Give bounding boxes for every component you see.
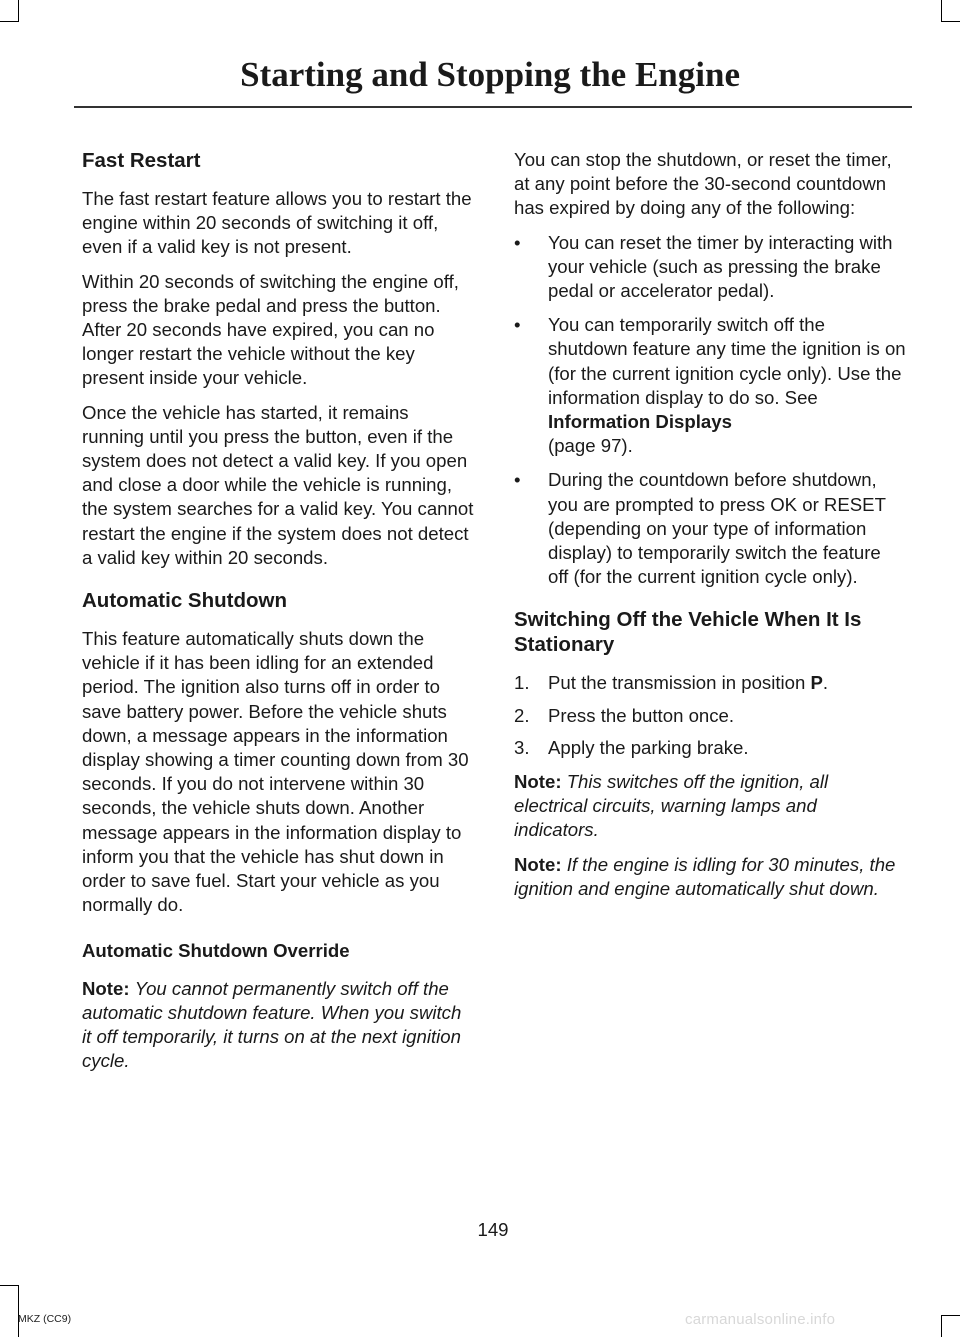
override-heading: Automatic Shutdown Override bbox=[82, 940, 350, 962]
automatic-shutdown-paragraph: This feature automatically shuts down the vehicle if it has been idling for an extended period. The ignition also turns off in order to save battery power. Before the vehicle shuts down, a message appears in the information display showing a timer counting down from 30 seconds. If you do not intervene within 30 seconds, the vehicle shuts down. Another message appears in the information display to inform you that the vehicle has shut down in order to save fuel. Start your vehicle as you normally do. bbox=[82, 628, 469, 916]
header-divider bbox=[74, 106, 912, 108]
step-item bbox=[514, 704, 906, 728]
shutdown-intro-paragraph: You can stop the shutdown, or reset the timer, at any point before the 30-second countdown has expired by doing any of the following: bbox=[514, 149, 892, 219]
watermark: carmanualsonline.info bbox=[685, 1311, 836, 1328]
stationary-steps bbox=[514, 671, 906, 760]
left-column bbox=[82, 148, 474, 1084]
model-code: MKZ (CC9) bbox=[18, 1313, 72, 1325]
crop-mark bbox=[18, 0, 19, 22]
step-text: Apply the parking brake. bbox=[548, 736, 749, 758]
step-emphasis: P bbox=[810, 672, 823, 694]
step-item bbox=[514, 736, 906, 760]
bullet-icon: • bbox=[514, 231, 521, 253]
list-item bbox=[514, 468, 906, 589]
step-text-end: . bbox=[822, 672, 829, 694]
stationary-note bbox=[514, 853, 906, 901]
stationary-heading: Switching Off the Vehicle When It Is Stationary bbox=[514, 608, 862, 657]
crop-mark bbox=[0, 1285, 19, 1286]
step-number: 3. bbox=[514, 736, 530, 758]
crop-mark bbox=[941, 1315, 960, 1316]
fast-restart-paragraph: The fast restart feature allows you to restart the engine within 20 seconds of switching it off, even if a valid key is not present. bbox=[82, 188, 472, 258]
crop-mark bbox=[18, 1285, 19, 1337]
crop-mark bbox=[941, 21, 960, 22]
crop-mark bbox=[941, 1315, 942, 1337]
list-item-text: During the countdown before shutdown, you are prompted to press OK or RESET (depending on your type of information display) to temporarily switch the feature off (for the current ignition cycle only). bbox=[548, 469, 886, 588]
bullet-icon: • bbox=[514, 314, 521, 336]
page-title: Starting and Stopping the Engine bbox=[240, 55, 740, 94]
stationary-note bbox=[514, 770, 906, 843]
list-item bbox=[514, 231, 906, 304]
note-label: Note: bbox=[514, 853, 562, 875]
page-reference: (page 97). bbox=[548, 435, 633, 457]
fast-restart-heading: Fast Restart bbox=[82, 149, 201, 172]
automatic-shutdown-heading: Automatic Shutdown bbox=[82, 589, 287, 613]
note-text: You cannot permanently switch off the automatic shutdown feature. When you switch it off temporarily, it turns on at the next ignition cycle. bbox=[82, 977, 462, 1072]
step-number: 2. bbox=[514, 704, 530, 726]
step-item bbox=[514, 671, 906, 695]
cross-reference-link[interactable]: Information Displays bbox=[548, 411, 732, 433]
page-number: 149 bbox=[477, 1219, 509, 1240]
shutdown-options-list bbox=[514, 231, 906, 590]
step-text: Press the button once. bbox=[548, 704, 735, 726]
note-text: If the engine is idling for 30 minutes, the ignition and engine automatically shut down. bbox=[514, 853, 896, 899]
crop-mark bbox=[941, 0, 942, 22]
note-label: Note: bbox=[82, 977, 130, 999]
list-item bbox=[514, 313, 906, 458]
right-column bbox=[514, 148, 906, 911]
step-text: Put the transmission in position bbox=[548, 672, 811, 694]
fast-restart-paragraph: Within 20 seconds of switching the engine off, press the brake pedal and press the button. After 20 seconds have expired, you can no longer restart the vehicle without the key present inside your vehicle. bbox=[82, 270, 459, 389]
note-text: This switches off the ignition, all electrical circuits, warning lamps and indicators. bbox=[514, 771, 829, 841]
override-note bbox=[82, 977, 474, 1074]
list-item-text: You can temporarily switch off the shutdown feature any time the ignition is on (for the current ignition cycle only). Use the information display to do so. See bbox=[548, 314, 906, 408]
bullet-icon: • bbox=[514, 469, 521, 491]
crop-mark bbox=[0, 21, 19, 22]
note-label: Note: bbox=[514, 771, 562, 793]
step-number: 1. bbox=[514, 672, 530, 694]
list-item-text: You can reset the timer by interacting with your vehicle (such as pressing the brake pedal or accelerator pedal). bbox=[548, 231, 893, 302]
fast-restart-paragraph: Once the vehicle has started, it remains running until you press the button, even if the system does not detect a valid key. If you open and close a door while the vehicle is running, the system searches for a valid key. You cannot restart the engine if the system does not detect a valid key within 20 seconds. bbox=[82, 401, 474, 568]
